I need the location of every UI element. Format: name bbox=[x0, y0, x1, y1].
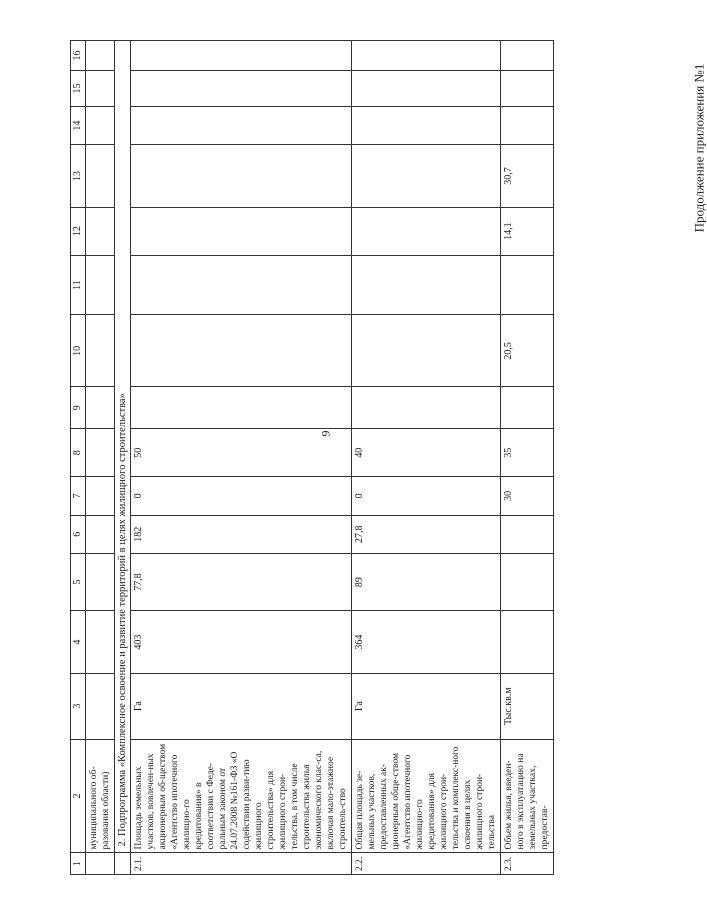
row-value-c4: 364 bbox=[352, 611, 501, 673]
column-header-5: 5 bbox=[71, 553, 86, 611]
continuation-header: Продолжение приложения №1 bbox=[691, 63, 707, 233]
row-value-c9 bbox=[501, 387, 554, 429]
row-value-c10 bbox=[131, 315, 352, 387]
column-header-6: 6 bbox=[71, 515, 86, 553]
row-value-c12 bbox=[352, 207, 501, 255]
column-header-16: 16 bbox=[71, 41, 86, 71]
row-value-c7: 0 bbox=[352, 477, 501, 515]
row-value-c16 bbox=[352, 41, 501, 71]
row-value-c10 bbox=[352, 315, 501, 387]
table-row bbox=[131, 41, 352, 875]
row-value-c6 bbox=[501, 515, 554, 553]
row-value-c5: 77,8 bbox=[131, 553, 352, 611]
column-header-15: 15 bbox=[71, 71, 86, 107]
table-row bbox=[501, 41, 554, 875]
row-unit: Га bbox=[131, 673, 352, 739]
row-value-c4 bbox=[501, 611, 554, 673]
row-value-c6: 182 bbox=[131, 515, 352, 553]
row-value-c16 bbox=[131, 41, 352, 71]
table-row bbox=[352, 41, 501, 875]
row-value-c15 bbox=[131, 71, 352, 107]
column-header-7: 7 bbox=[71, 477, 86, 515]
column-header-13: 13 bbox=[71, 145, 86, 207]
row-value-c13: 30,7 bbox=[501, 145, 554, 207]
row-indicator-name: Объем жилья, введен-ного в эксплуатацию на земельных участках, предостав- bbox=[501, 739, 554, 853]
row-value-c15 bbox=[352, 71, 501, 107]
data-table bbox=[70, 40, 554, 875]
row-indicator-name: Площадь земельных участков, вовлечен-ных акционерным об-ществом «Агентство ипотечного жилищно-го кредитования» в соответствии с Феде-ральным законом от 24.07.2008 №161-ФЗ «О содействии разви-тию жилищного строительства» для жилищного строи-тельства, в том числе строительства жилья экономического клас-са, включая мало-этажное строитель-ство bbox=[131, 739, 352, 853]
subprogram-row bbox=[115, 41, 131, 875]
row-value-c5 bbox=[501, 553, 554, 611]
subprogram-title: 2. Подпрограмма «Комплексное освоение и развитие территорий в целях жилищного строительства» bbox=[115, 41, 131, 853]
row-value-c11 bbox=[501, 255, 554, 315]
row-value-c9 bbox=[131, 387, 352, 429]
column-header-2: 2 bbox=[71, 739, 86, 853]
row-value-c14 bbox=[131, 107, 352, 145]
row-unit: Тыс.кв.м bbox=[501, 673, 554, 739]
row-value-c6: 27,8 bbox=[352, 515, 501, 553]
row-value-c12: 14,1 bbox=[501, 207, 554, 255]
row-value-c5: 89 bbox=[352, 553, 501, 611]
row-indicator-name: Общая площадь зе-мельных участков, предоставленных ак-ционерным обще-ством «Агентство ипотечного жилищно-го кредитования» для жилищного строи-тельства и комплекс-ного освоения в целях жилищного строи-тельства bbox=[352, 739, 501, 853]
row-value-c8: 40 bbox=[352, 429, 501, 477]
row-value-c12 bbox=[131, 207, 352, 255]
column-header-8: 8 bbox=[71, 429, 86, 477]
row-value-c15 bbox=[501, 71, 554, 107]
row-value-c11 bbox=[131, 255, 352, 315]
row-value-c13 bbox=[131, 145, 352, 207]
row-value-c14 bbox=[352, 107, 501, 145]
column-header-10: 10 bbox=[71, 315, 86, 387]
row-value-c7: 0 bbox=[131, 477, 352, 515]
column-header-1: 1 bbox=[71, 853, 86, 875]
column-header-9: 9 bbox=[71, 387, 86, 429]
row-value-c11 bbox=[352, 255, 501, 315]
row-value-c13 bbox=[352, 145, 501, 207]
column-header-14: 14 bbox=[71, 107, 86, 145]
row-id: 2.1. bbox=[131, 853, 352, 875]
column-header-11: 11 bbox=[71, 255, 86, 315]
row-value-c7: 30 bbox=[501, 477, 554, 515]
row-value-c16 bbox=[501, 41, 554, 71]
row-value-c10: 20,5 bbox=[501, 315, 554, 387]
first-row-continuation bbox=[86, 41, 115, 875]
page-number: 9 bbox=[318, 430, 333, 437]
row-id: 2.2. bbox=[352, 853, 501, 875]
row-value-c8: 50 bbox=[131, 429, 352, 477]
column-header-3: 3 bbox=[71, 673, 86, 739]
row-value-c4: 403 bbox=[131, 611, 352, 673]
row-value-c14 bbox=[501, 107, 554, 145]
row-value-c9 bbox=[352, 387, 501, 429]
row-id: 2.3. bbox=[501, 853, 554, 875]
row-unit: Га bbox=[352, 673, 501, 739]
column-header-12: 12 bbox=[71, 207, 86, 255]
rotated-table-container bbox=[70, 40, 580, 875]
column-header-4: 4 bbox=[71, 611, 86, 673]
row-value-c8: 35 bbox=[501, 429, 554, 477]
column-number-row bbox=[71, 41, 86, 875]
first-row-text: муниципального об-разования области) bbox=[86, 739, 115, 853]
